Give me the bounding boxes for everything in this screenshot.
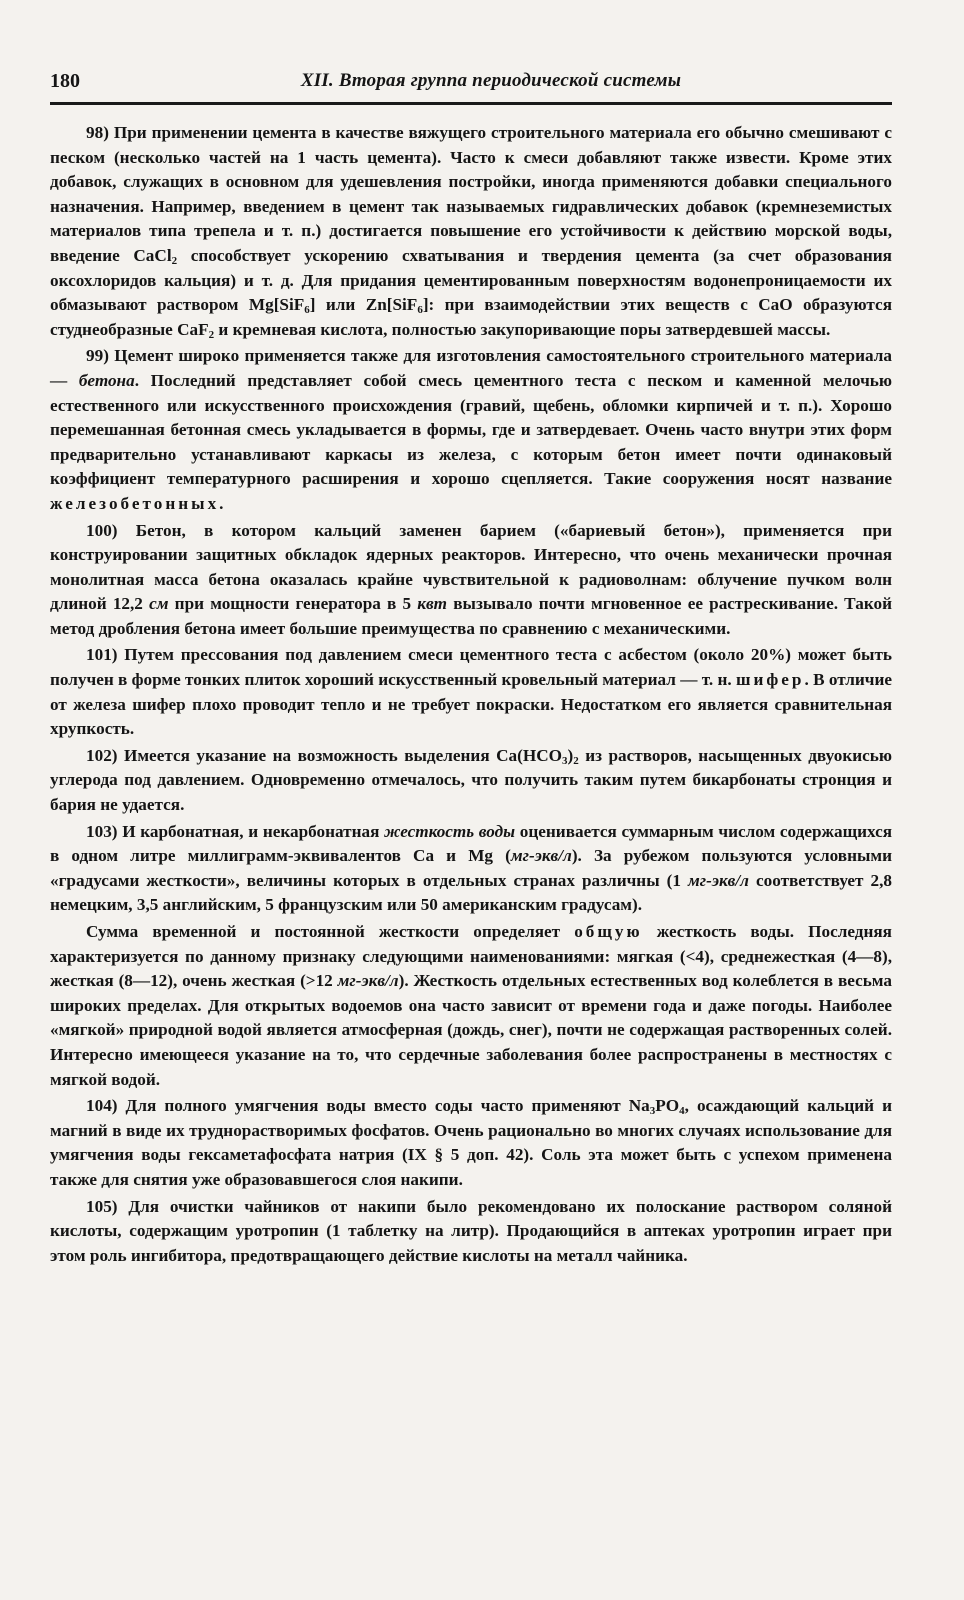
text: Бетон, в котором кальций заменен барием («бариевый бетон»), применяется при конструировании защитных обкладок ядерных реакторов. Интересно, что очень механически прочная монолитная масса бетона оказалась крайне чувствительной к радиоволнам: облучение пучком волн длиной 12,2 [50,520,892,614]
text: Сумма временной и постоянной жесткости определяет [86,922,575,941]
subscript: 3 [561,754,568,767]
subscript: 2 [208,328,215,341]
paragraph-103 [50,820,892,918]
text: ). Жесткость отдельных естественных вод колеблется в весьма широких пределах. Для открытых водоемов она часто зависит от времени года и даже погоды. Наиболее «мягкой» природной водой является атмосферная (дождь, снег), почти не содержащая растворенных солей. Интересно имеющееся указание на то, что сердечные заболевания более распространены в местностях с мягкой водой. [50,971,892,1089]
text: Для полного умягчения воды вместо соды часто применяют Na [117,1096,650,1116]
text: Путем прессования под давлением смеси цементного теста с асбестом (около 20%) может быть получен в форме тонких плиток хороший искусственный кровельный материал — т. н. [50,645,892,690]
text: При применении цемента в качестве вяжущего строительного материала его обычно смешивают с песком (несколько частей на 1 часть цемента). Часто к смеси добавляют также извести. Кроме этих добавок, служащих в основном для удешевления постройки, иногда применяются добавки специального назначения. Например, введением в цемент так называемых гидравлических добавок (кремнеземистых материалов типа трепела и т. п.) достигается повышение его устойчивости к действию морской воды, введение CaCl [50,123,892,265]
text: . В отличие от железа шифер плохо проводит тепло и не требует покраски. Недостатком его является сравнительная хрупкость. [50,670,892,739]
paragraph-number: 103) [86,821,118,841]
subscript: 6 [304,304,310,317]
text: оценивается суммарным числом содержащихся в одном литре миллиграмм-эквивалентов Ca и Mg ( [50,821,893,866]
text: жесткость воды. Последняя характеризуется по данному признаку следующими наименованиями: мягкая (<4), среднежесткая (4—8), жесткая (8—12), очень жесткая (>12 [50,922,892,991]
text: способствует ускорению схватывания и твердения цемента (за счет образования оксохлоридов кальция) и т. д. Для придания цементированным поверхностям водонепроницаемости их обмазывают раствором Mg[SiF [50,245,892,315]
paragraph-number: 104) [86,1096,118,1116]
subscript: 4 [679,1105,685,1118]
text: Имеется указание на возможность выделения Ca(HCO [117,745,562,765]
italic-term: жесткость воды [384,821,516,841]
text: ) [567,745,574,765]
text: ] или Zn[SiF [309,295,418,315]
text: , осаждающий кальций и магний в виде их труднорастворимых фосфатов. Очень рационально во многих случаях использование для умягчения воды гексаметафосфата натрия (IX § 5 доп. 42). Соль эта может быть с успехом применена также для снятия уже образовавшегося слоя накипи. [50,1096,892,1189]
italic-term: бетона [78,370,135,390]
text: вызывало почти мгновенное ее растрескивание. Такой метод дробления бетона имеет большие преимущества по сравнению с механическими. [50,594,892,638]
paragraph-102 [50,744,892,818]
spaced-term: общую [574,922,643,941]
paragraph-105 [50,1195,892,1269]
text: Цемент широко применяется также для изготовления самостоятельного строительного материала — [50,346,892,390]
paragraph-100 [50,519,892,642]
subscript: 2 [171,254,178,267]
paragraph-number: 102) [86,745,118,765]
paragraph-101 [50,643,892,741]
spaced-term: шифер [735,670,805,690]
paragraph-104 [50,1094,892,1192]
text: при мощности генератора в 5 [168,594,418,614]
paragraph-98 [50,121,892,342]
subscript: 2 [573,754,579,767]
paragraph-99 [50,344,892,516]
page-header [50,64,892,98]
paragraph-number: 98) [86,123,109,142]
text: соответствует 2,8 немецким, 3,5 английским, 5 французским или 50 американским градусам). [50,870,893,915]
paragraph-number: 101) [86,645,118,665]
italic-unit: мг-экв/л [688,870,749,890]
subscript: 6 [417,304,423,317]
page-number: 180 [50,70,80,92]
text: PO [655,1096,680,1116]
paragraph-number: 100) [86,520,118,540]
italic-unit: см [149,594,169,614]
paragraph-number: 105) [86,1196,118,1216]
text: . [219,493,224,513]
subscript: 3 [649,1105,656,1118]
spaced-term: железобетонных [50,493,220,513]
text: И карбонатная, и некарбонатная [117,821,385,841]
header-rule [50,102,892,105]
text: . Последний представляет собой смесь цементного теста с песком и каменной мелочью естественного или искусственного происхождения (гравий, щебень, обломки кирпичей и т. п.). Хорошо перемешанная бетонная смесь укладывается в формы, где и затвердевает. Очень часто внутри этих форм предварительно устанавливают каркасы из железа, с которым бетон имеет почти одинаковый коэффициент температурного расширения и хорошо сцепляется. Такие сооружения носят название [50,370,893,489]
italic-unit: квт [417,594,448,614]
text: из растворов, насыщенных двуокисью углерода под давлением. Одновременно отмечалось, что получить таким путем бикарбонаты стронция и бария не удается. [50,745,892,815]
italic-unit: мг-экв/л [510,846,572,866]
text: Для очистки чайников от накипи было рекомендовано их полоскание раствором соляной кислоты, содержащим уротропин (1 таблетку на литр). Продающийся в аптеках уротропин играет при этом роль ингибитора, предотвращающего действие кислоты на металл чайника. [50,1196,892,1265]
text: ]: при взаимодействии этих веществ с CaO образуются студнеобразные CaF [50,295,892,339]
paragraph-number: 99) [86,346,109,366]
running-title: XII. Вторая группа периодической системы [300,70,682,91]
text: и кремневая кислота, полностью закупоривающие поры затвердевшей массы. [214,319,831,339]
italic-unit: мг-экв/л [337,971,399,991]
text: ). За рубежом пользуются условными «градусами жесткости», величины которых в отдельных странах различны (1 [50,846,893,890]
paragraph-103-continued [50,920,892,1092]
